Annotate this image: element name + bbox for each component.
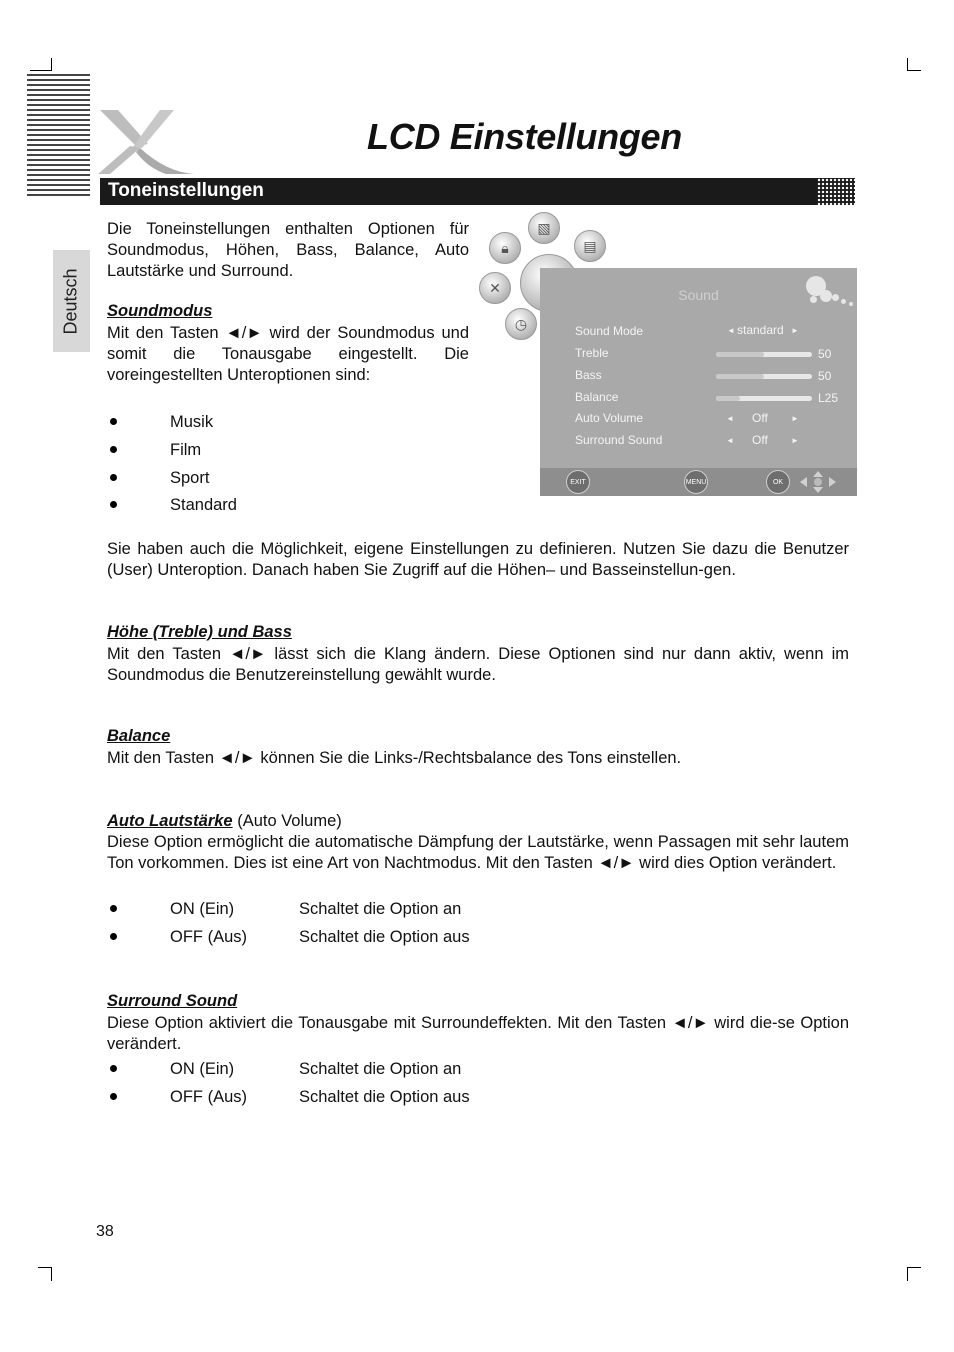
tv-row-surround-sound[interactable]: Surround Sound [575, 433, 663, 447]
option-label: ON (Ein) [170, 900, 235, 918]
intro-text: Die Toneinstellungen enthalten Optionen für Soundmodus, Höhen, Bass, Balance, Auto Lautstärke und Surround. [107, 220, 469, 280]
soundmodus-text: Mit den Tasten ◄/► wird der Soundmodus und somit die Tonausgabe eingestellt. Die voreingestellten Unteroptionen sind: [107, 324, 469, 384]
treble-bass-text: Mit den Tasten ◄/► lässt sich die Klang ändern. Diese Optionen sind nur dann aktiv, wenn im Soundmodus die Benutzereinstellung gewählt wurde. [107, 645, 849, 684]
balance-slider[interactable] [716, 396, 812, 401]
tv-row-treble[interactable]: Treble [575, 346, 609, 360]
menu-button[interactable]: MENU [684, 470, 708, 494]
balance-text: Mit den Tasten ◄/► können Sie die Links-/Rechtsbalance des Tons einstellen. [107, 749, 682, 767]
balance-heading: Balance [107, 727, 171, 745]
surround-heading: Surround Sound [107, 992, 238, 1010]
option-desc: Schaltet die Option an [299, 1060, 462, 1078]
page-number: 38 [96, 1223, 114, 1240]
treble-bass-heading: Höhe (Treble) und Bass [107, 623, 292, 641]
auto-volume-heading: Auto Lautstärke [107, 812, 233, 830]
tv-row-bass[interactable]: Bass [575, 368, 602, 382]
crop-mark-bl-h [38, 1267, 52, 1268]
bullet [110, 418, 117, 425]
bass-slider[interactable] [716, 374, 812, 379]
auto-volume-text: Diese Option ermöglicht die automatische Dämpfung der Lautstärke, wenn Passagen mit sehr lautem Ton vorkommen. Dies ist eine Art von Nachtmodus. Mit den Tasten ◄/► wird dies Option verändert. [107, 833, 849, 872]
soundmode-option: Sport [170, 469, 210, 487]
tools-menu-icon: ✕ [479, 272, 511, 304]
auto-volume-heading-line [107, 811, 342, 832]
soundmode-option: Musik [170, 413, 214, 431]
lock-menu-icon: 🔒︎ [489, 232, 521, 264]
language-tab [53, 250, 90, 352]
soundmode-option: Film [170, 441, 202, 459]
decorative-bubble [820, 290, 832, 302]
arrow-left-icon[interactable]: ◄ [726, 414, 734, 423]
slider-fill [716, 374, 764, 379]
decorative-bubble [810, 296, 817, 303]
option-desc: Schaltet die Option aus [299, 1088, 470, 1106]
crop-mark-tr-h [907, 70, 921, 71]
tv-sound-menu [540, 268, 857, 496]
bullet [110, 446, 117, 453]
slider-fill [716, 352, 764, 357]
navigation-arrows-icon[interactable] [798, 470, 838, 494]
ok-button[interactable]: OK [766, 470, 790, 494]
section-dots-decoration [817, 178, 855, 205]
bullet [110, 501, 117, 508]
bullet [110, 474, 117, 481]
slider-fill [716, 396, 740, 401]
exit-button[interactable]: EXIT [566, 470, 590, 494]
picture-menu-icon: ▧ [528, 212, 560, 244]
clock-menu-icon: ◷ [505, 308, 537, 340]
section-title: Toneinstellungen [108, 180, 264, 201]
tv-menu-footer [540, 468, 857, 496]
decorative-stripes [27, 74, 90, 198]
crop-mark-tl-v [51, 58, 52, 71]
crop-mark-tl-h [30, 70, 52, 71]
option-label: OFF (Aus) [170, 1088, 247, 1106]
arrow-right-icon[interactable]: ► [791, 326, 799, 335]
tv-row-balance[interactable]: Balance [575, 390, 619, 404]
tv-value-surround-sound: Off [752, 433, 768, 447]
tv-menu-title: Sound [678, 287, 719, 303]
tv-row-auto-volume[interactable]: Auto Volume [575, 411, 644, 425]
option-label: ON (Ein) [170, 1060, 235, 1078]
decorative-bubble [849, 302, 853, 306]
page-title: LCD Einstellungen [367, 116, 682, 157]
tv-value-treble: 50 [818, 347, 832, 361]
arrow-right-icon[interactable]: ► [791, 414, 799, 423]
bullet [110, 1093, 117, 1100]
tv-value-bass: 50 [818, 369, 832, 383]
crop-mark-br-v [907, 1267, 908, 1281]
soundmodus-heading: Soundmodus [107, 302, 213, 320]
custom-settings-text: Sie haben auch die Möglichkeit, eigene Einstellungen zu definieren. Nutzen Sie dazu die Benutzer (User) Unteroption. Danach haben Sie Zugriff auf die Höhen– und Basseinstellun-gen. [107, 540, 849, 579]
crop-mark-bl-v [51, 1267, 52, 1281]
tv-value-balance: L25 [818, 391, 839, 405]
section-header [100, 178, 855, 205]
arrow-left-icon[interactable]: ◄ [726, 436, 734, 445]
bullet [110, 1065, 117, 1072]
tv-row-sound-mode[interactable]: Sound Mode [575, 324, 644, 338]
bullet [110, 905, 117, 912]
treble-slider[interactable] [716, 352, 812, 357]
arrow-left-icon[interactable]: ◄ [727, 326, 735, 335]
option-desc: Schaltet die Option an [299, 900, 462, 918]
setup-menu-icon: ▤ [574, 230, 606, 262]
brand-logo-icon [96, 108, 196, 176]
tv-value-auto-volume: Off [752, 411, 768, 425]
option-desc: Schaltet die Option aus [299, 928, 470, 946]
soundmode-option: Standard [170, 496, 237, 514]
tv-value-sound-mode: standard [737, 323, 784, 337]
bullet [110, 933, 117, 940]
decorative-bubble [841, 299, 846, 304]
decorative-bubble [832, 294, 839, 301]
crop-mark-br-h [907, 1267, 921, 1268]
surround-text: Diese Option aktiviert die Tonausgabe mit Surroundeffekten. Mit den Tasten ◄/► wird die-se Option verändert. [107, 1014, 849, 1053]
option-label: OFF (Aus) [170, 928, 247, 946]
arrow-right-icon[interactable]: ► [791, 436, 799, 445]
language-label: Deutsch [61, 267, 82, 335]
auto-volume-heading-suffix: (Auto Volume) [232, 812, 342, 830]
